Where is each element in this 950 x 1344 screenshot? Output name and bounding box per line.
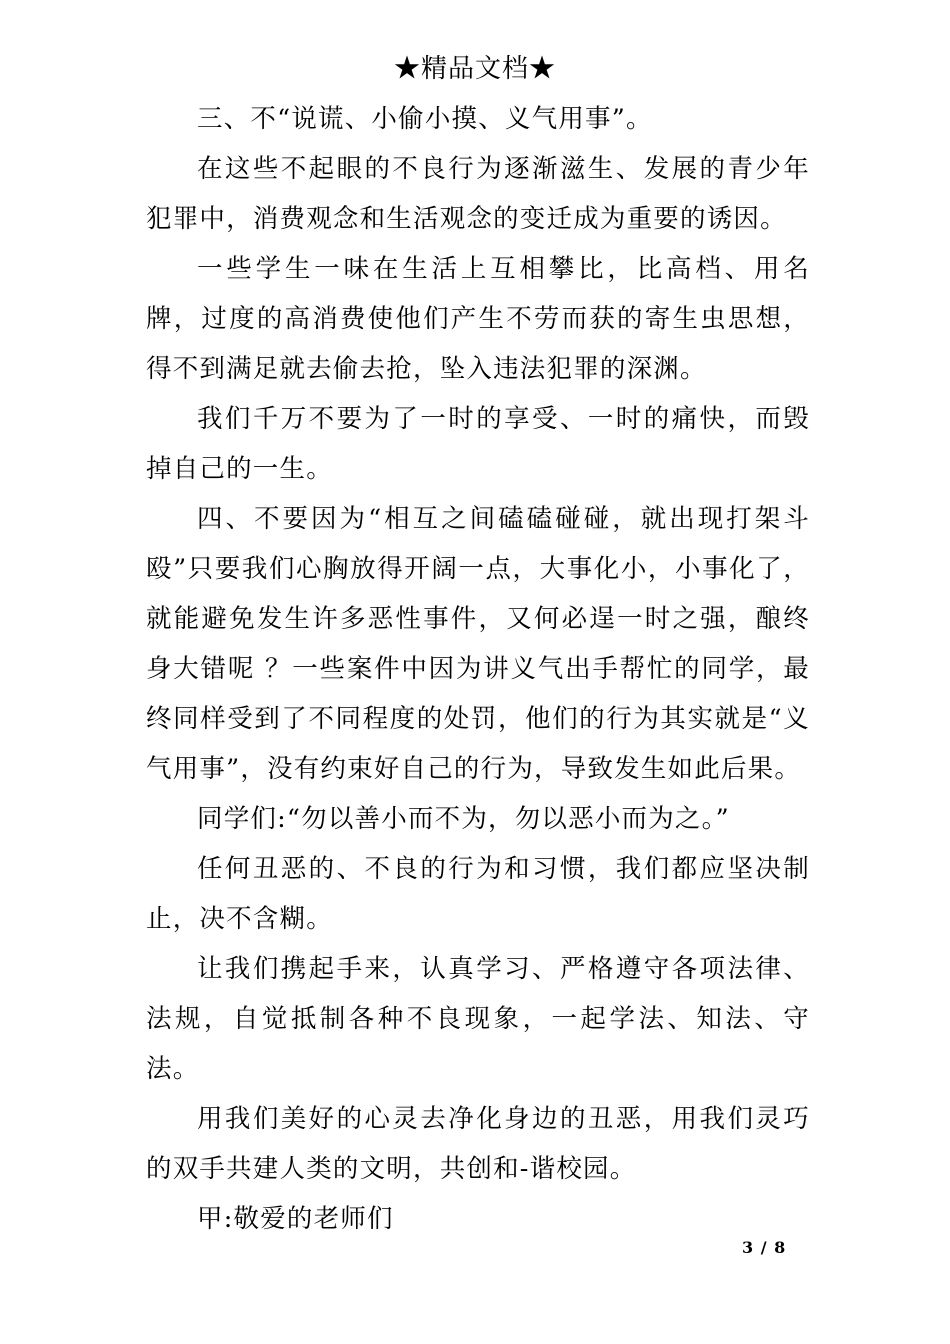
paragraph-7: 任何丑恶的、不良的行为和习惯，我们都应坚决制止，决不含糊。	[146, 854, 810, 934]
paragraph-5: 四、不要因为“相互之间磕磕碰碰，就出现打架斗殴”只要我们心胸放得开阔一点，大事化小，小事化了，就能避免发生许多恶性事件，又何必逞一时之强，酿终身大错呢 ？一些案件中因为讲义气出手帮忙的同学，最终同样受到了不同程度的处罚，他们的行为其实就是“义气用事”，没有约束好自己的行为，导致发生如此后果。	[146, 504, 810, 784]
document-body	[146, 94, 810, 1244]
page-number: 3 / 8	[742, 1238, 787, 1257]
paragraph-4: 我们千万不要为了一时的享受、一时的痛快，而毁掉自己的一生。	[146, 404, 810, 484]
paragraph-9: 用我们美好的心灵去净化身边的丑恶，用我们灵巧的双手共建人类的文明，共创和-谐校园。	[146, 1104, 810, 1184]
paragraph-1: 三、不“说谎、小偷小摸、义气用事”。	[197, 104, 653, 134]
paragraph-8: 让我们携起手来，认真学习、严格遵守各项法律、法规，自觉抵制各种不良现象，一起学法、知法、守法。	[146, 954, 810, 1084]
paragraph-2: 在这些不起眼的不良行为逐渐滋生、发展的青少年犯罪中，消费观念和生活观念的变迁成为重要的诱因。	[146, 154, 810, 234]
document-header-title: ★精品文档★	[393, 54, 556, 84]
paragraph-10: 甲:敬爱的老师们	[197, 1204, 394, 1234]
paragraph-3: 一些学生一味在生活上互相攀比，比高档、用名牌，过度的高消费使他们产生不劳而获的寄生虫思想，得不到满足就去偷去抢，坠入违法犯罪的深渊。	[146, 254, 810, 384]
paragraph-6: 同学们:“勿以善小而不为，勿以恶小而为之。”	[197, 804, 730, 834]
